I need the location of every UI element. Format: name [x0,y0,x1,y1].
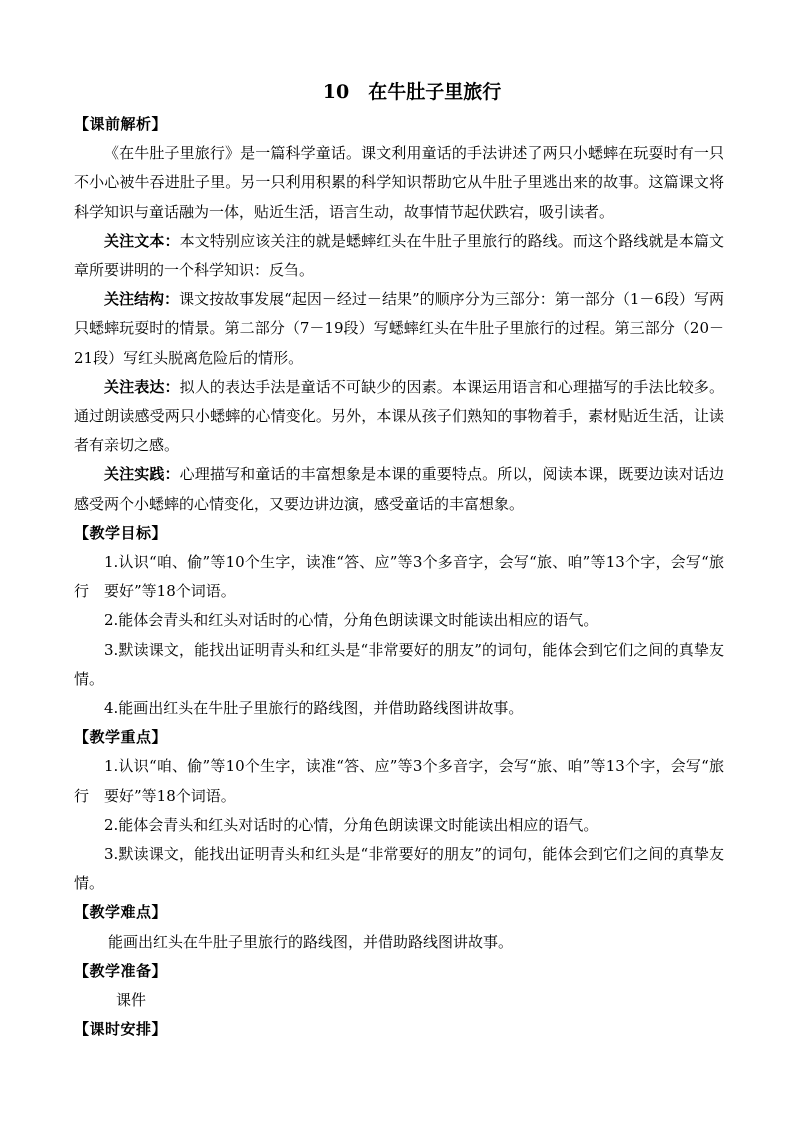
focus-structure-label: 关注结构： [104,290,180,309]
section-heading-goals: 【教学目标】 [74,523,168,542]
goal-item: 2.能体会青头和红头对话时的心情，分角色朗读课文时能读出相应的语气。 [104,611,599,630]
key-point-item: 2.能体会青头和红头对话时的心情，分角色朗读课文时能读出相应的语气。 [104,815,599,834]
preparation-text: 课件 [116,991,147,1010]
paragraph-focus-text [74,227,724,285]
section-heading-pre-analysis: 【课前解析】 [74,115,168,133]
focus-expression-body: 拟人的表达手法是童话不可缺少的因素。本课运用语言和心理描写的手法比较多。通过朗读感受两只小蟋蟀的心情变化。另外，本课从孩子们熟知的事物着手，素材贴近生活，让读者有亲切之感。 [74,377,724,455]
focus-practice-label: 关注实践： [104,465,180,484]
focus-structure-body: 课文按故事发展“起因－经过－结果”的顺序分为三部分：第一部分（1－6段）写两只蟋蟀玩耍时的情景。第二部分（7－19段）写蟋蟀红头在牛肚子里旅行的过程。第三部分（20－21段）写红头脱离危险后的情形。 [74,290,724,367]
section-heading-key-points: 【教学重点】 [74,728,168,747]
paragraph-focus-practice [74,460,724,518]
paragraph-intro: 《在牛肚子里旅行》是一篇科学童话。课文利用童话的手法讲述了两只小蟋蟀在玩耍时有一只不小心被牛吞进肚子里。另一只利用积累的科学知识帮助它从牛肚子里逃出来的故事。这篇课文将科学知识与童话融为一体，贴近生活，语言生动，故事情节起伏跌宕，吸引读者。 [74,144,724,221]
focus-text-body: 本文特别应该关注的就是蟋蟀红头在牛肚子里旅行的路线。而这个路线就是本篇文章所要讲明的一个科学知识：反刍。 [74,231,724,280]
goal-item: 4.能画出红头在牛肚子里旅行的路线图，并借助路线图讲故事。 [104,699,524,718]
paragraph-focus-structure [74,285,724,373]
section-heading-difficulties: 【教学难点】 [74,903,168,922]
key-point-item: 3.默读课文，能找出证明青头和红头是“非常要好的朋友”的词句，能体会到它们之间的真挚友情。 [74,845,724,893]
section-heading-preparation: 【教学准备】 [74,961,168,980]
goal-item: 1.认识“咱、偷”等10个生字，读准“答、应”等3个多音字，会写“旅、咱”等13个字，会写“旅行 要好”等18个词语。 [74,553,724,601]
focus-expression-label: 关注表达： [104,377,180,396]
paragraph-focus-expression [74,373,724,461]
goal-item: 3.默读课文，能找出证明青头和红头是“非常要好的朋友”的词句，能体会到它们之间的真挚友情。 [74,640,724,688]
document-title: 10 在牛肚子里旅行 [322,81,502,103]
document-body [74,77,724,1045]
focus-text-label: 关注文本： [104,231,180,250]
key-point-item: 1.认识“咱、偷”等10个生字，读准“答、应”等3个多音字，会写“旅、咱”等13个字，会写“旅行 要好”等18个词语。 [74,757,724,805]
difficulty-text: 能画出红头在牛肚子里旅行的路线图，并借助路线图讲故事。 [108,932,514,951]
section-heading-schedule: 【课时安排】 [74,1020,168,1039]
focus-practice-body: 心理描写和童话的丰富想象是本课的重要特点。所以，阅读本课，既要边读对话边感受两个小蟋蟀的心情变化，又要边讲边演，感受童话的丰富想象。 [74,465,724,513]
